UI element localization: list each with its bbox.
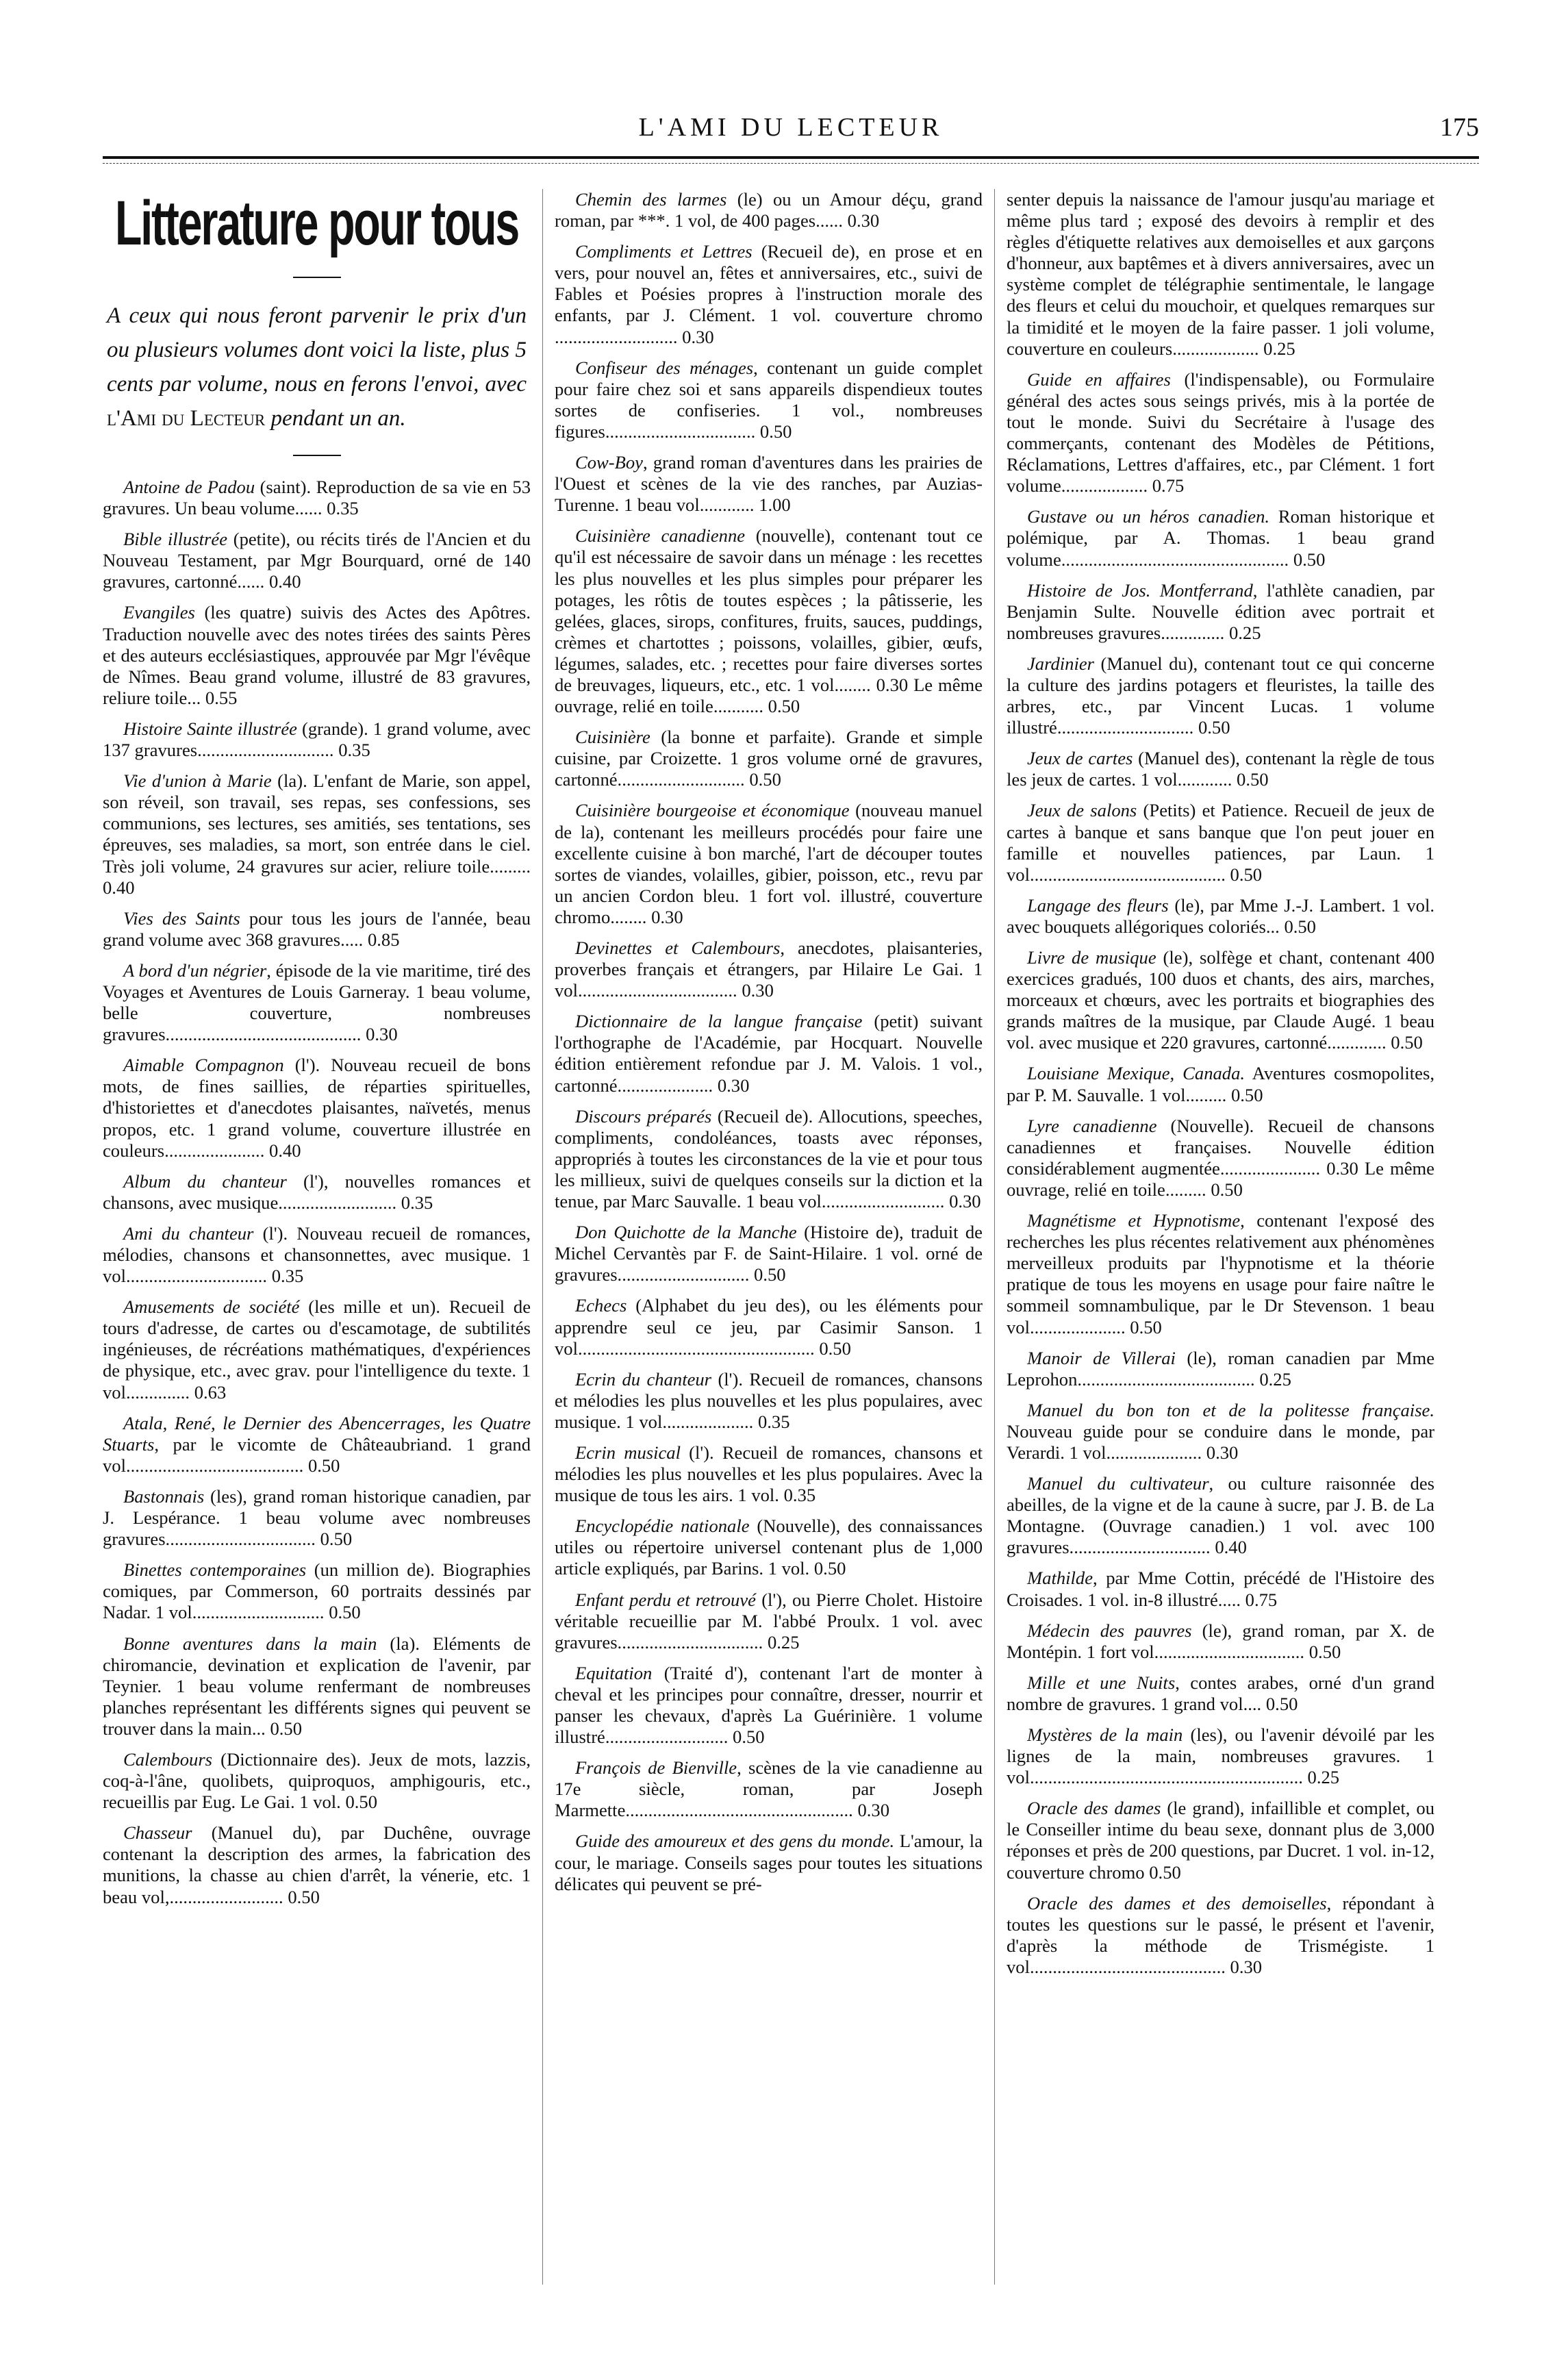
catalog-entry	[103, 1486, 531, 1550]
entry-price: 0.30	[717, 1075, 750, 1096]
entry-description: (nouveau manuel de la), contenant les meilleurs procédés pour faire une excellente cuisine à bon marché, l'art de découper toutes sortes de viandes, volailles, gibier, poisson, etc., revu par un ancien Cordon bleu. 1 fort vol. illustré, couverture chromo........	[555, 800, 983, 927]
entry-title: Médecin des pauvres	[1027, 1620, 1192, 1641]
section-heading: Litterature pour tous	[114, 188, 519, 258]
entry-price: 0.35	[271, 1266, 304, 1287]
entry-title: Calembours	[123, 1748, 213, 1770]
entry-title: Encyclopédie nationale	[575, 1516, 750, 1537]
catalog-entry	[555, 938, 983, 1001]
intro-paragraph	[107, 299, 527, 436]
catalog-entry	[1007, 1473, 1434, 1558]
catalog-entry	[1007, 1798, 1434, 1883]
catalog-entry	[103, 1749, 531, 1813]
entry-description: , répondant à toutes les questions sur le passé, le présent et l'avenir, d'après la méthode de Trismégiste. 1 vol...........................................	[1007, 1892, 1434, 1977]
entry-title: A bord d'un négrier	[123, 959, 267, 981]
entry-price: 0.30	[366, 1024, 398, 1045]
entry-description: (la). Eléments de chiromancie, devination et explication de l'avenir, par Teynier. 1 beau volume renfermant de nombreuses planches représentant les différents signes qui peuvent se trouver dans la main...	[103, 1633, 531, 1739]
entry-description: (le), solfège et chant, contenant 400 exercices gradués, 100 duos et chants, des airs, marches, morceaux et chœurs, avec les portraits et biographies des grands maîtres de la musique, par Claude Augé. 1 beau vol. avec musique et 220 gravures, cartonné.............	[1007, 947, 1434, 1053]
entry-price: 0.30	[949, 1191, 981, 1212]
entry-price: 0.30	[651, 906, 683, 927]
entry-price: 0.50	[1293, 549, 1326, 570]
entry-title: Bible illustrée	[123, 529, 227, 550]
entry-description: , grand roman d'aventures dans les prairies de l'Ouest et scènes de la vie des ranches, par Auzias-Turenne. 1 beau vol............	[555, 452, 983, 516]
column-separator	[542, 189, 543, 2285]
entry-price: 1.00	[759, 494, 791, 516]
entry-title: Histoire Sainte illustrée	[123, 718, 297, 739]
entry-title: Devinettes et Calembours	[575, 938, 781, 958]
intro-text: A ceux qui nous feront parvenir le prix d'un ou plusieurs volumes dont voici la liste, plus 5 cents par volume, nous en ferons l'envoi, avec	[107, 303, 527, 397]
entry-title: Manuel du cultivateur	[1027, 1473, 1209, 1494]
intro-brand: l'Ami du Lecteur	[107, 406, 266, 431]
column-3	[1007, 189, 1434, 1987]
entry-price: 0.35	[338, 740, 370, 761]
entry-title: Oracle des dames et des demoiselles	[1027, 1892, 1327, 1913]
catalog-entry	[103, 770, 531, 899]
entry-description: (Manuel du), contenant tout ce qui concerne la culture des jardins potagers et fleuristes, la taille des arbres, etc., par Vincent Lucas. 1 volume illustré..............................	[1007, 653, 1434, 738]
entry-description: , l'athlète canadien, par Benjamin Sulte. Nouvelle édition avec portrait et nombreuses gravures..............	[1007, 579, 1434, 643]
entry-description: (Manuel du), par Duchêne, ouvrage contenant la description des armes, la fabrication des munitions, la chasse au chien d'arrêt, la vénerie, etc. 1 beau vol,.........................	[103, 1822, 531, 1907]
entry-price: 0.50	[1265, 1693, 1298, 1714]
entry-description: (les), ou l'avenir dévoilé par les lignes de la main, nombreuses gravures. 1 vol............................................................	[1007, 1724, 1434, 1788]
entry-description: , contenant l'exposé des recherches les plus récentes relativement aux phénomènes merveilleux produits par l'hypnotisme et la théorie pratique de tous les moyens en usage pour faire naître le sommeil somnambulique, par le Dr Stevenson. 1 beau vol.....................	[1007, 1210, 1434, 1337]
entry-list-1	[103, 477, 531, 1908]
entry-title: Cow-Boy	[575, 452, 643, 473]
entry-title: Vie d'union à Marie	[123, 770, 272, 792]
entry-title: Cuisinière	[575, 727, 650, 748]
entry-title: Lyre canadienne	[1027, 1115, 1157, 1136]
column-2	[555, 189, 983, 1905]
entry-title: Bonne aventures dans la main	[123, 1633, 377, 1654]
entry-description: (Nouvelle), des connaissances utiles ou répertoire universel contenant plus de 1,000 article expliqués, par Barins. 1 vol.	[555, 1516, 983, 1579]
catalog-entry	[1007, 369, 1434, 497]
entry-title: Chasseur	[123, 1822, 192, 1844]
entry-description: , anecdotes, plaisanteries, proverbes français et étrangers, par Hilaire Le Gai. 1 vol...................................	[555, 938, 983, 1001]
entry-description: (le), roman canadien par Mme Leprohon.......................................	[1007, 1347, 1434, 1390]
entry-price: 0.50	[320, 1529, 353, 1550]
entry-description: Nouveau guide pour se conduire dans le monde, par Verardi. 1 vol.....................	[1007, 1420, 1434, 1463]
entry-description: (Recueil de). Allocutions, speeches, compliments, condoléances, toasts avec réponses, appropriés à toutes les circonstances de la vie et pour tous les millieux, suivi de quelques conseils sur la diction et la tenue, par Marc Sauvalle. 1 beau vol...........................	[555, 1105, 983, 1212]
catalog-entry	[1007, 1568, 1434, 1610]
entry-description: , contenant un guide complet pour faire chez soi et sans appareils dispendieux toutes sortes de confiseries. 1 vol., nombreuses figures.................................	[555, 357, 983, 442]
entry-title: Binettes contemporaines	[123, 1559, 307, 1581]
catalog-entry	[1007, 1724, 1434, 1788]
column-separator	[994, 189, 995, 2285]
entry-description: (l'), nouvelles romances et chansons, avec musique..........................	[103, 1170, 531, 1213]
entry-price: 0.50	[1211, 1179, 1243, 1200]
entry-price: 0.35	[783, 1485, 816, 1506]
catalog-entry	[555, 1590, 983, 1653]
entry-description: (l'). Nouveau recueil de bons mots, de fines saillies, de réparties spirituelles, d'historiettes et d'anecdotes plaisantes, naïvetés, menus propos, etc. 1 grand volume, couverture illustrée en couleurs......................	[103, 1055, 531, 1161]
catalog-entry	[103, 1171, 531, 1214]
entry-title: Livre de musique	[1027, 947, 1156, 968]
catalog-entry	[555, 727, 983, 790]
entry-title: Equitation	[575, 1662, 653, 1683]
catalog-entry	[103, 1559, 531, 1623]
catalog-entry	[555, 452, 983, 516]
entry-price: 0.50	[270, 1718, 303, 1739]
entry-title: Compliments et Lettres	[575, 241, 753, 262]
entry-description: (les mille et un). Recueil de tours d'adresse, de cartes ou d'escamotage, de subtilités ingénieuses, de récréations mathématiques, d'expériences de physique, etc., avec grav. pour l'intelligence du texte. 1 vol..............	[103, 1296, 531, 1403]
entry-price: 0.40	[268, 571, 301, 592]
entry-price: 0.55	[205, 687, 238, 708]
entry-title: Vies des Saints	[123, 907, 240, 929]
entry-title: Confiseur des ménages	[575, 357, 754, 378]
catalog-entry	[1007, 653, 1434, 738]
entry-price: 0.30	[1206, 1442, 1239, 1463]
catalog-entry	[555, 1442, 983, 1506]
running-title: L'AMI DU LECTEUR	[638, 113, 944, 142]
catalog-entry	[1007, 800, 1434, 885]
entry-price: 0.50	[733, 1726, 765, 1748]
header-rule	[103, 156, 1479, 159]
entry-description: , contes arabes, orné d'un grand nombre de gravures. 1 grand vol....	[1007, 1672, 1434, 1714]
ornament-rule	[293, 277, 341, 278]
catalog-entry	[1007, 1348, 1434, 1390]
entry-price: 0.50	[329, 1602, 361, 1623]
entry-title: Album du chanteur	[123, 1170, 287, 1192]
catalog-entry	[103, 529, 531, 592]
entry-description: (saint). Reproduction de sa vie en 53 gravures. Un beau volume......	[103, 477, 531, 519]
entry-price: 0.50	[1230, 864, 1263, 885]
entry-price: 0.50	[1198, 717, 1230, 738]
ornament-rule	[293, 455, 341, 456]
entry-description: (la bonne et parfaite). Grande et simple cuisine, par Croizette. 1 gros volume orné de gravures, cartonné............................	[555, 727, 983, 790]
entry-description: , par Mme Cottin, précédé de l'Histoire des Croisades. 1 vol. in-8 illustré.....	[1007, 1568, 1434, 1610]
entry-price: 0.35	[327, 498, 359, 519]
entry-description: (petit) suivant l'orthographe de l'Académie, par Hocquart. Nouvelle édition entièrement refondue par J. M. Valois. 1 vol., cartonné.....................	[555, 1011, 983, 1096]
entry-description: (l'). Recueil de romances, chansons et mélodies les plus nouvelles et les plus populaires, avec musique. 1 vol....................	[555, 1368, 983, 1432]
entry-title: Langage des fleurs	[1027, 894, 1169, 916]
intro-text-end: pendant un an.	[265, 406, 406, 431]
entry-price: 0.75	[1245, 1589, 1278, 1610]
catalog-entry	[1007, 1672, 1434, 1715]
entry-price: 0.40	[1215, 1537, 1247, 1558]
entry-price: 0.50	[754, 1264, 786, 1285]
entry-description: L'amour, la cour, le mariage. Conseils sages pour toutes les situations délicates qui peuvent se pré-	[555, 1831, 983, 1894]
catalog-entry	[103, 1055, 531, 1161]
entry-title: Aimable Compagnon	[123, 1055, 284, 1076]
catalog-entry	[555, 1831, 983, 1894]
entry-title: Jeux de cartes	[1027, 748, 1133, 769]
catalog-entry	[103, 1633, 531, 1739]
entry-title: Discours préparés	[575, 1105, 712, 1127]
entry-title: Ami du chanteur	[123, 1222, 254, 1244]
entry-description: (Dictionnaire des). Jeux de mots, lazzis, coq-à-l'âne, quolibets, quiproquos, amphigouris, etc., recueillis par Eug. Le Gai. 1 vol.	[103, 1748, 531, 1813]
catalog-entry	[1007, 748, 1434, 790]
entry-description: (les quatre) suivis des Actes des Apôtres. Traduction nouvelle avec des notes tirées des saints Pères et des auteurs ecclésiastiques, approuvée par Mgr l'évêque de Nîmes. Beau grand volume, illustré de 83 gravures, reliure toile...	[103, 602, 531, 708]
entry-title: Evangiles	[123, 602, 195, 623]
entry-price: 0.63	[194, 1381, 227, 1403]
entry-description: senter depuis la naissance de l'amour jusqu'au mariage et même plus tard ; exposé des devoirs à remplir et des règles d'étiquette relatives aux demoiselles et aux garçons d'honneur, aux baptêmes et à divers anniversaires, avec un système complet de télégraphie sentimentale, le langage des fleurs et celui du mouchoir, et quelques remarques sur la timidité et le moyen de la faire passer. 1 joli volume, couverture en couleurs...................	[1007, 189, 1434, 359]
column-1	[103, 189, 531, 1918]
catalog-entry	[1007, 1893, 1434, 1978]
entry-price: 0.30	[847, 210, 880, 231]
catalog-entry	[103, 1822, 531, 1907]
entry-description: (l'). Recueil de romances, chansons et mélodies les plus nouvelles et les plus populaires. Avec la musique de tous les airs. 1 vol.	[555, 1442, 983, 1506]
catalog-entry	[555, 1369, 983, 1433]
catalog-entry	[103, 477, 531, 519]
entry-description: , par le vicomte de Châteaubriand. 1 grand vol.......................................	[103, 1433, 531, 1476]
entry-title: Jeux de salons	[1027, 800, 1137, 821]
catalog-entry	[103, 718, 531, 761]
catalog-entry	[555, 525, 983, 717]
entry-title: François de Bienville	[575, 1757, 737, 1779]
entry-title: Magnétisme et Hypnotisme	[1027, 1210, 1241, 1231]
entry-description: (le) ou un Amour déçu, grand roman, par ***. 1 vol, de 400 pages......	[555, 189, 983, 231]
entry-description: (l'), ou Pierre Cholet. Histoire véritable recueillie par M. l'abbé Proulx. 1 vol. avec gravures................................	[555, 1589, 983, 1653]
catalog-entry	[103, 1223, 531, 1287]
catalog-entry	[1007, 947, 1434, 1053]
page-number: 175	[1440, 113, 1479, 142]
entry-title: Atala, René, le Dernier des Abencerrages, les Quatre Stuarts	[103, 1412, 531, 1455]
entry-description: (la). L'enfant de Marie, son appel, son réveil, son travail, ses repas, ses confessions, ses communions, ses lectures, ses amitiés, ses tentations, ses épreuves, ses maladies, sa mort, son entrée dans le ciel. Très joli volume, 24 gravures sur acier, reliure toile.........	[103, 770, 531, 877]
entry-price: 0.30	[1230, 1956, 1263, 1977]
entry-price: 0.50	[307, 1455, 340, 1476]
entry-price: 0.50	[1284, 916, 1316, 937]
catalog-entry	[103, 602, 531, 708]
entry-title: Guide en affaires	[1027, 368, 1171, 390]
entry-title: Cuisinière canadienne	[575, 525, 746, 546]
entry-description: Roman historique et polémique, par A. Thomas. 1 beau grand volume..................................................	[1007, 506, 1434, 570]
entry-price: 0.50	[1130, 1316, 1162, 1337]
catalog-entry	[103, 960, 531, 1045]
entry-description: pour tous les jours de l'année, beau grand volume avec 368 gravures.....	[103, 907, 531, 950]
entry-price: 0.50	[1149, 1861, 1181, 1883]
entry-title: Louisiane Mexique, Canada.	[1027, 1063, 1245, 1084]
entry-description: Aventures cosmopolites, par P. M. Sauvalle. 1 vol.........	[1007, 1063, 1434, 1105]
catalog-entry	[555, 1222, 983, 1285]
entry-description: , épisode de la vie maritime, tiré des Voyages et Aventures de Louis Garneray. 1 beau volume, belle couverture, nombreuses gravures...........................................	[103, 959, 531, 1045]
entry-title: Cuisinière bourgeoise et économique	[575, 800, 850, 821]
entry-description: , ou culture raisonnée des abeilles, de la vigne et de la caune à sucre, par J. B. de La Montagne. (Ouvrage canadien.) 1 vol. avec 100 gravures...............................	[1007, 1473, 1434, 1558]
entry-description: (l'). Nouveau recueil de romances, mélodies, chansons et chansonnettes, avec musique. 1 vol...............................	[103, 1222, 531, 1287]
entry-title: Ecrin du chanteur	[575, 1368, 712, 1390]
entry-title: Amusements de société	[123, 1296, 300, 1318]
entry-price: 0.25	[1263, 338, 1295, 359]
entry-description: (grande). 1 grand volume, avec 137 gravures..............................	[103, 718, 531, 761]
entry-price: 0.50	[768, 696, 800, 717]
catalog-entry	[1007, 1400, 1434, 1463]
entry-price: 0.25	[767, 1631, 800, 1653]
entry-price: 0.50	[819, 1337, 851, 1359]
catalog-entry	[555, 1757, 983, 1821]
running-header	[103, 110, 1479, 148]
entry-price: 0.50	[749, 769, 781, 790]
catalog-entry	[555, 189, 983, 231]
catalog-entry	[1007, 580, 1434, 644]
entry-title: Dictionnaire de la langue française	[575, 1011, 863, 1032]
entry-title: Ecrin musical	[575, 1442, 681, 1463]
entry-description: (Nouvelle). Recueil de chansons canadiennes et françaises. Nouvelle édition considérablement augmentée...................... 0.30 Le même ouvrage, relié en toile.........	[1007, 1115, 1434, 1200]
entry-description: (le), grand roman, par X. de Montépin. 1 fort vol.................................	[1007, 1620, 1434, 1662]
entry-title: Oracle des dames	[1027, 1798, 1161, 1819]
entry-price: 0.25	[1307, 1767, 1340, 1788]
catalog-entry	[1007, 1620, 1434, 1663]
entry-list-2	[555, 189, 983, 1895]
entry-description: (les), grand roman historique canadien, par J. Lespérance. 1 beau volume avec nombreuses gravures.................................	[103, 1485, 531, 1550]
entry-title: Don Quichotte de la Manche	[575, 1222, 797, 1243]
catalog-entry	[103, 908, 531, 951]
entry-description: (un million de). Biographies comiques, par Commerson, 60 portraits dessinés par Nadar. 1 vol.............................	[103, 1559, 531, 1623]
entry-title: Histoire de Jos. Montferrand	[1027, 579, 1253, 601]
entry-description: (l'indispensable), ou Formulaire général des actes sous seings privés, mis à la portée de tout le monde. Suivi du Secrétaire à l'usage des commerçants, contenant des Modèles de Pétitions, Réclamations, Lettres d'affaires, etc., par Clément. 1 fort volume...................	[1007, 368, 1434, 497]
entry-price: 0.50	[1391, 1032, 1423, 1053]
entry-title: Jardinier	[1027, 653, 1094, 674]
entry-description: (Manuel des), contenant la règle de tous les jeux de cartes. 1 vol............	[1007, 748, 1434, 790]
entry-price: 0.25	[1228, 622, 1261, 643]
header-rule-dashed	[103, 163, 1479, 164]
catalog-entry	[1007, 895, 1434, 938]
entry-title: Mathilde	[1027, 1568, 1093, 1589]
entry-price: 0.35	[757, 1411, 790, 1432]
entry-price: 0.30	[742, 980, 774, 1001]
entry-price: 0.50	[813, 1558, 846, 1579]
entry-description: (petite), ou récits tirés de l'Ancien et du Nouveau Testament, par Mgr Bourquard, orné de 140 gravures, cartonné......	[103, 529, 531, 592]
entry-description: (Petits) et Patience. Recueil de jeux de cartes à banque et sans banque que l'on peut jouer en famille et nouvelles patiences, par Laun. 1 vol...........................................	[1007, 800, 1434, 885]
entry-price: 0.50	[1308, 1641, 1341, 1662]
entry-description: (Alphabet du jeu des), ou les éléments pour apprendre seul ce jeu, par Casimir Sanson. 1 vol....................................................	[555, 1295, 983, 1359]
entry-price: 0.30	[682, 326, 714, 347]
entry-title: Enfant perdu et retrouvé	[575, 1589, 756, 1610]
entry-description: , scènes de la vie canadienne au 17e siècle, roman, par Joseph Marmette..................................................	[555, 1757, 983, 1821]
entry-title: Mystères de la main	[1027, 1724, 1183, 1745]
entry-description: (Histoire de), traduit de Michel Cervantès par F. de Saint-Hilaire. 1 vol. orné de gravures.............................	[555, 1222, 983, 1285]
entry-title: Bastonnais	[123, 1485, 205, 1507]
entry-description: (nouvelle), contenant tout ce qu'il est nécessaire de savoir dans un ménage : les recettes les plus nouvelles et les plus simples pour préparer les potages, les rôtis de toutes espèces ; la pâtisserie, les gelées, glaces, sirops, confitures, fruits, sauces, puddings, crèmes et chartottes ; poissons, volailles, gibier, œufs, légumes, salades, etc. ; recettes pour faire diverses sortes de breuvages, liqueurs, etc., etc. 1 vol........ 0.30 Le même ouvrage, relié en toile...........	[555, 525, 983, 717]
entry-title: Chemin des larmes	[575, 189, 727, 210]
entry-price: 0.50	[1237, 769, 1269, 790]
entry-title: Manuel du bon ton et de la politesse française.	[1027, 1399, 1434, 1420]
catalog-entry	[555, 1663, 983, 1748]
entry-title: Guide des amoureux et des gens du monde.	[575, 1831, 895, 1852]
entry-title: Manoir de Villerai	[1027, 1347, 1176, 1368]
catalog-entry	[555, 357, 983, 442]
entry-price: 0.50	[288, 1886, 320, 1907]
catalog-entry	[555, 800, 983, 928]
catalog-entry	[1007, 506, 1434, 570]
entry-price: 0.50	[759, 420, 792, 442]
entry-description: (Traité d'), contenant l'art de monter à cheval et les principes pour connaître, dresser, nourrir et panser les chevaux, d'après La Guérinière. 1 volume illustré...........................	[555, 1662, 983, 1748]
catalog-entry	[1007, 1116, 1434, 1201]
entry-price: 0.30	[857, 1800, 890, 1821]
catalog-entry	[1007, 189, 1434, 360]
entry-price: 0.35	[401, 1192, 433, 1213]
catalog-entry	[103, 1413, 531, 1477]
catalog-entry	[103, 1296, 531, 1403]
entry-title: Antoine de Padou	[123, 477, 255, 497]
entry-description: (Recueil de), en prose et en vers, pour nouvel an, fêtes et anniversaires, etc., suivi de Fables et Poésies propres à l'instruction morale des enfants, par J. Clément. 1 vol. couverture chromo ...........................	[555, 241, 983, 347]
entry-price: 0.75	[1152, 475, 1185, 497]
entry-title: Mille et une Nuits	[1027, 1672, 1176, 1693]
entry-price: 0.40	[103, 877, 135, 898]
catalog-entry	[555, 241, 983, 347]
entry-price: 0.25	[1259, 1368, 1291, 1390]
catalog-entry	[555, 1011, 983, 1096]
entry-price: 0.50	[345, 1792, 378, 1813]
entry-description: (le), par Mme J.-J. Lambert. 1 vol. avec bouquets allégoriques coloriés...	[1007, 894, 1434, 937]
catalog-entry	[1007, 1210, 1434, 1338]
catalog-entry	[555, 1106, 983, 1212]
catalog-entry	[555, 1295, 983, 1359]
entry-price: 0.85	[367, 929, 400, 950]
catalog-entry	[555, 1516, 983, 1579]
entry-price: 0.50	[1230, 1084, 1263, 1105]
entry-price: 0.40	[269, 1140, 301, 1161]
entry-list-3	[1007, 189, 1434, 1978]
entry-title: Echecs	[575, 1295, 627, 1316]
entry-title: Gustave ou un héros canadien.	[1027, 506, 1270, 527]
catalog-entry	[1007, 1063, 1434, 1105]
entry-description: (le grand), infaillible et complet, ou le Conseiller intime du beau sexe, donnant plus de 3,000 réponses et près de 200 questions, par Ducret. 1 vol. in-12, couverture chromo	[1007, 1798, 1435, 1883]
